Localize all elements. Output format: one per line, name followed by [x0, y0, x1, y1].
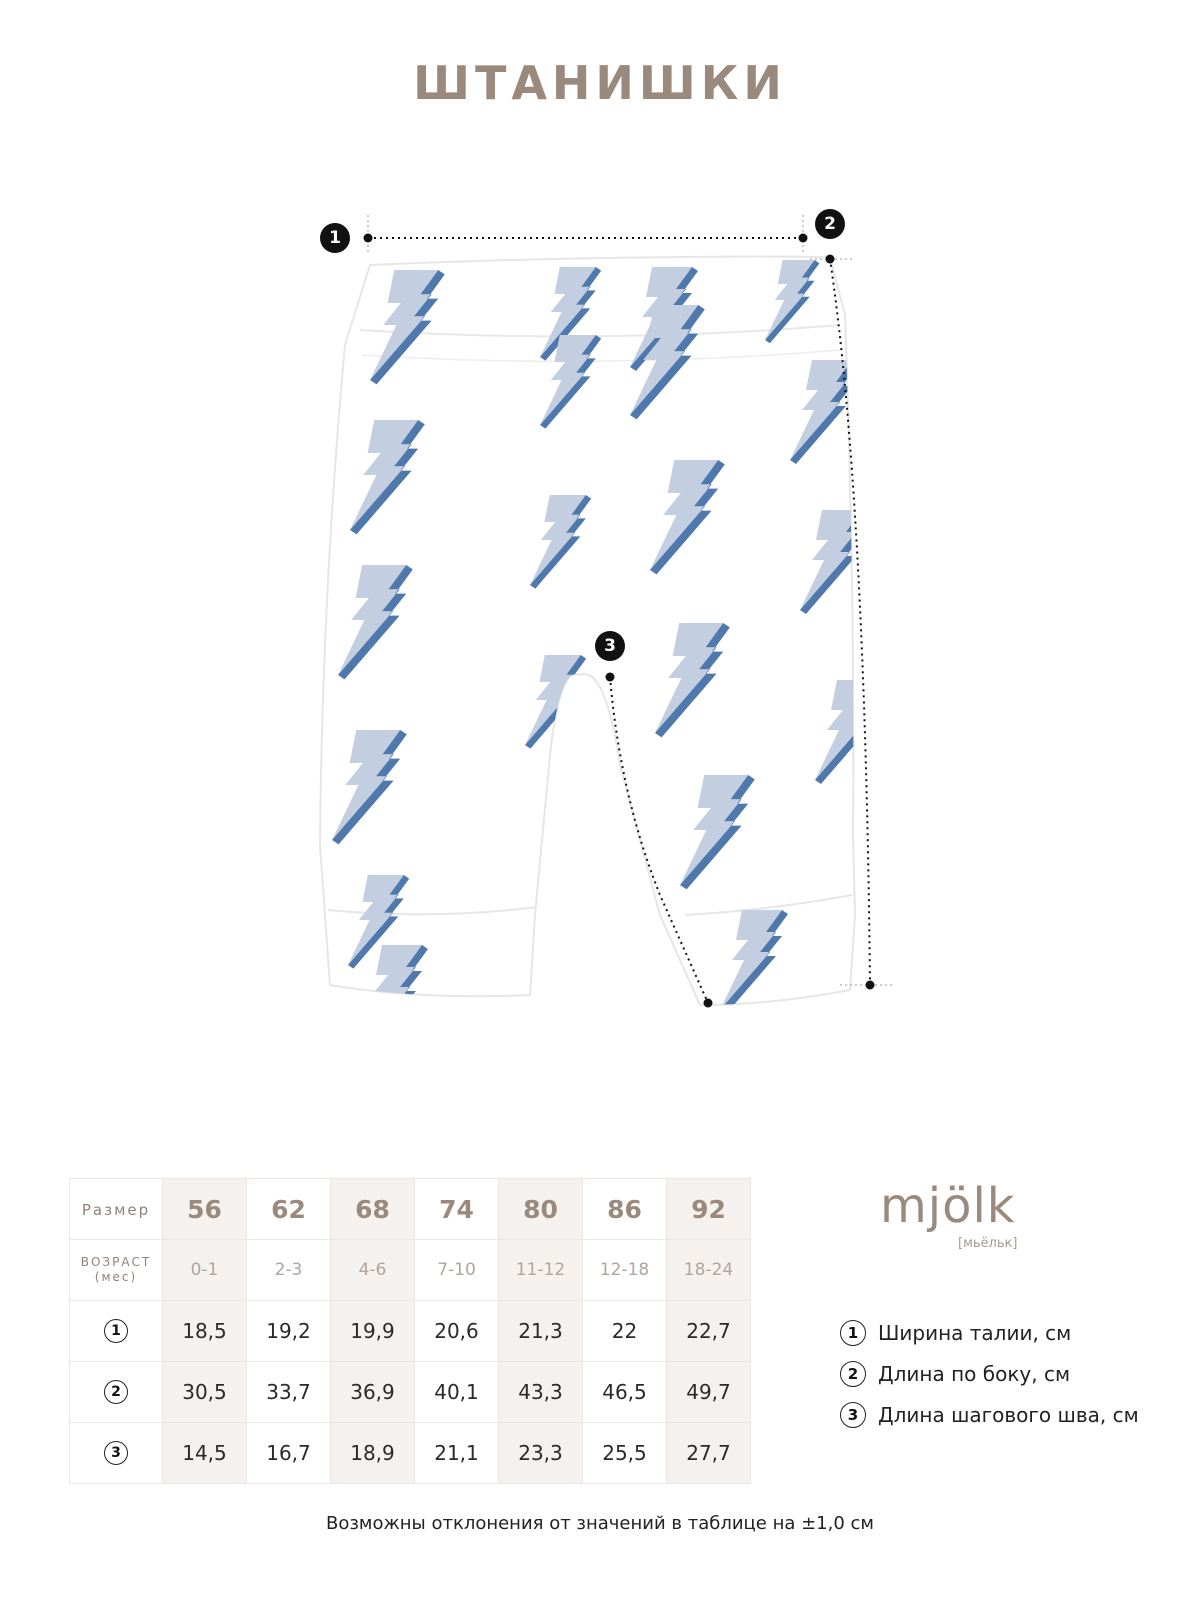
- measure-value: 21,3: [518, 1319, 563, 1343]
- table-cell: [331, 1240, 415, 1301]
- measure-value: 25,5: [602, 1441, 647, 1465]
- table-cell: [667, 1301, 751, 1362]
- measure-value: 33,7: [266, 1380, 311, 1404]
- table-cell: [583, 1179, 667, 1240]
- table-cell: [331, 1423, 415, 1484]
- table-cell: [415, 1301, 499, 1362]
- table-cell: [667, 1240, 751, 1301]
- table-cell: [499, 1179, 583, 1240]
- marker-3: 3: [595, 631, 625, 661]
- table-cell: [415, 1179, 499, 1240]
- legend-item: [840, 1312, 1139, 1353]
- age-label-cell: [70, 1240, 163, 1301]
- table-cell: [499, 1301, 583, 1362]
- measure-value: 46,5: [602, 1380, 647, 1404]
- row-marker-cell: [70, 1423, 163, 1484]
- size-value: 92: [691, 1194, 726, 1224]
- measure-value: 16,7: [266, 1441, 311, 1465]
- table-cell: [415, 1362, 499, 1423]
- table-cell: [163, 1179, 247, 1240]
- marker-2: 2: [815, 209, 845, 239]
- row-marker-1: 1: [104, 1319, 128, 1343]
- age-label-unit: (мес): [94, 1270, 138, 1284]
- table-cell: [583, 1301, 667, 1362]
- size-label: Размер: [81, 1200, 151, 1219]
- measure-value: 23,3: [518, 1441, 563, 1465]
- table-cell: [583, 1240, 667, 1301]
- row-marker-cell: [70, 1301, 163, 1362]
- measure-value: 36,9: [350, 1380, 395, 1404]
- table-cell: [583, 1423, 667, 1484]
- measure-value: 21,1: [434, 1441, 479, 1465]
- measure-value: 49,7: [686, 1380, 731, 1404]
- table-row-side: [70, 1362, 751, 1423]
- table-row-waist: [70, 1301, 751, 1362]
- logo-transcription: [мьёльк]: [958, 1236, 1018, 1251]
- size-label-cell: [70, 1179, 163, 1240]
- row-marker-2: 2: [104, 1380, 128, 1404]
- measure-value: 18,5: [182, 1319, 227, 1343]
- legend-marker-3: 3: [840, 1402, 866, 1428]
- pants-illustration: [300, 195, 920, 1055]
- table-cell: [331, 1179, 415, 1240]
- age-value: 7-10: [437, 1260, 476, 1280]
- measure-value: 30,5: [182, 1380, 227, 1404]
- brand-logo: [880, 1178, 1040, 1258]
- pants-drawing: [300, 195, 920, 1055]
- age-value: 2-3: [274, 1260, 303, 1280]
- legend-marker-2: 2: [840, 1361, 866, 1387]
- measure-value: 20,6: [434, 1319, 479, 1343]
- table-cell: [247, 1423, 331, 1484]
- size-value: 80: [523, 1194, 558, 1224]
- measure-value: 40,1: [434, 1380, 479, 1404]
- table-cell: [667, 1179, 751, 1240]
- pants-outline: [320, 257, 855, 1005]
- tolerance-note: Возможны отклонения от значений в таблице на ±1,0 см: [326, 1513, 874, 1534]
- legend-item: [840, 1353, 1139, 1394]
- measure-value: 19,2: [266, 1319, 311, 1343]
- legend-item: [840, 1394, 1139, 1435]
- table-cell: [331, 1362, 415, 1423]
- table-cell: [247, 1362, 331, 1423]
- table-cell: [163, 1301, 247, 1362]
- measure-value: 22,7: [686, 1319, 731, 1343]
- legend-text: Длина шагового шва, см: [878, 1402, 1139, 1427]
- table-cell: [667, 1423, 751, 1484]
- table-cell: [499, 1240, 583, 1301]
- table-cell: [415, 1240, 499, 1301]
- age-value: 4-6: [358, 1260, 387, 1280]
- measure-value: 43,3: [518, 1380, 563, 1404]
- measure-value: 18,9: [350, 1441, 395, 1465]
- table-cell: [331, 1301, 415, 1362]
- row-marker-3: 3: [104, 1441, 128, 1465]
- logo-wordmark: mjölk: [880, 1178, 1016, 1234]
- measurement-legend: [840, 1312, 1139, 1435]
- table-cell: [583, 1362, 667, 1423]
- age-label: ВОЗРАСТ: [80, 1255, 152, 1269]
- table-row-ages: [70, 1240, 751, 1301]
- table-row-inseam: [70, 1423, 751, 1484]
- size-value: 62: [271, 1194, 306, 1224]
- table-cell: [415, 1423, 499, 1484]
- age-value: 0-1: [190, 1260, 219, 1280]
- measure-value: 22: [611, 1319, 638, 1343]
- row-marker-cell: [70, 1362, 163, 1423]
- table-cell: [499, 1362, 583, 1423]
- table-cell: [163, 1423, 247, 1484]
- table-cell: [163, 1362, 247, 1423]
- measure-value: 14,5: [182, 1441, 227, 1465]
- measure-value: 19,9: [350, 1319, 395, 1343]
- table-cell: [499, 1423, 583, 1484]
- age-value: 11-12: [515, 1260, 566, 1280]
- size-value: 74: [439, 1194, 474, 1224]
- table-cell: [163, 1240, 247, 1301]
- table-cell: [247, 1301, 331, 1362]
- age-value: 12-18: [599, 1260, 650, 1280]
- size-value: 68: [355, 1194, 390, 1224]
- marker-1: 1: [320, 223, 350, 253]
- size-value: 86: [607, 1194, 642, 1224]
- legend-text: Длина по боку, см: [878, 1361, 1071, 1386]
- legend-text: Ширина талии, см: [878, 1320, 1072, 1345]
- table-cell: [667, 1362, 751, 1423]
- legend-marker-1: 1: [840, 1320, 866, 1346]
- measure-value: 27,7: [686, 1441, 731, 1465]
- page-title: ШТАНИШКИ: [413, 56, 787, 110]
- age-value: 18-24: [683, 1260, 734, 1280]
- table-cell: [247, 1240, 331, 1301]
- table-row-sizes: [70, 1179, 751, 1240]
- size-table: [69, 1178, 751, 1484]
- size-value: 56: [187, 1194, 222, 1224]
- table-cell: [247, 1179, 331, 1240]
